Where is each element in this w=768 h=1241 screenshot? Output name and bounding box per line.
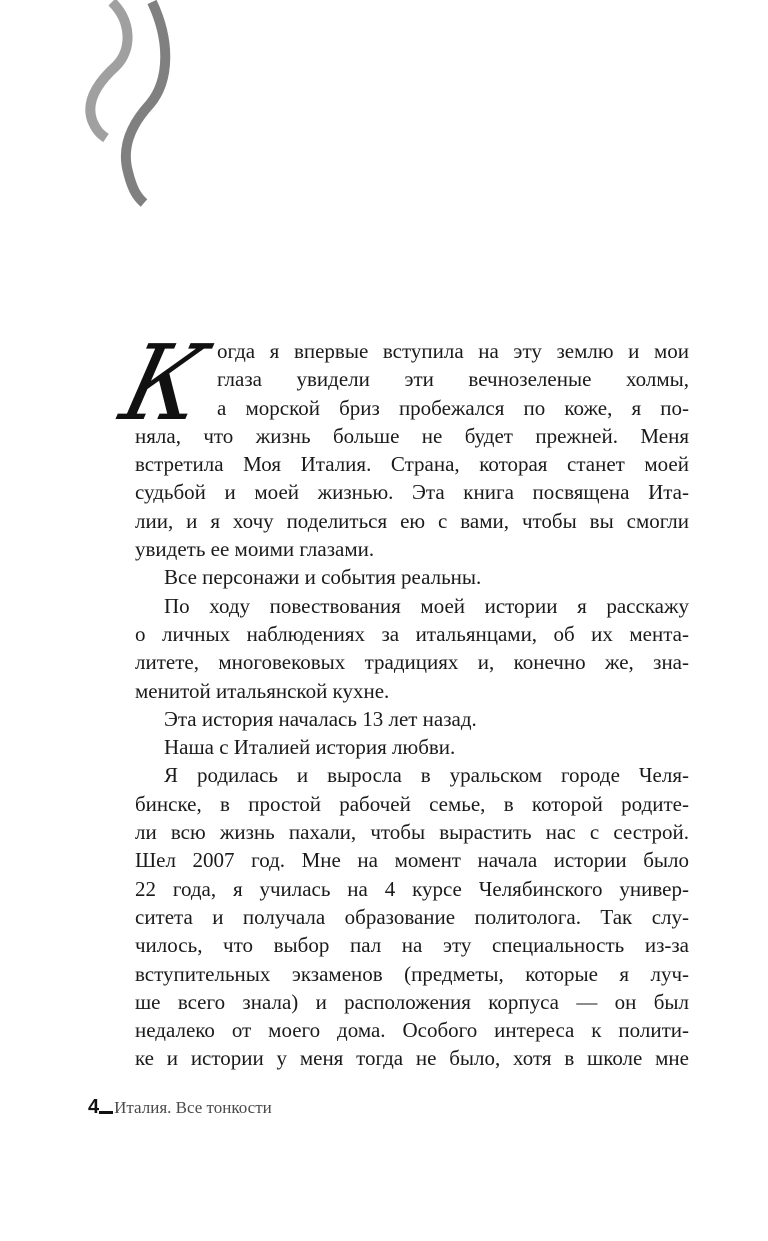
text-line: глаза увидели эти вечнозеленые холмы, xyxy=(217,367,689,392)
page-footer xyxy=(88,1096,272,1119)
decorative-wave-lines-icon xyxy=(70,0,180,215)
text-line: огда я впервые вступила на эту землю и мои xyxy=(217,339,689,363)
text-line: увидеть ее моими глазами. xyxy=(135,537,375,562)
body-text xyxy=(110,322,689,1073)
text-line: Наша с Италией история любви. xyxy=(164,735,456,760)
text-line: бинске, в простой рабочей семье, в которой родите- xyxy=(135,791,689,816)
text-line: литете, многовековых традициях и, конечно же, зна- xyxy=(135,650,689,675)
text-line: няла, что жизнь больше не будет прежней. Меня xyxy=(135,423,689,448)
text-line: судьбой и моей жизнью. Эта книга посвящена Ита- xyxy=(135,480,689,505)
text-line: Все персонажи и события реальны. xyxy=(164,565,482,590)
drop-cap-letter: К xyxy=(110,322,218,444)
text-line: 22 года, я училась на 4 курсе Челябинского универ- xyxy=(135,876,689,901)
text-line: Шел 2007 год. Мне на момент начала истории было xyxy=(135,848,689,873)
text-line: чилось, что выбор пал на эту специальность из-за xyxy=(135,933,689,958)
page-number: 4 xyxy=(88,1096,100,1118)
page-number-underscore xyxy=(99,1111,113,1114)
text-line: Я родилась и выросла в уральском городе Челя- xyxy=(164,763,689,788)
text-line: встретила Моя Италия. Страна, которая станет моей xyxy=(135,452,689,477)
text-line: По ходу повествования моей истории я расскажу xyxy=(164,593,689,618)
text-line: ситета и получала образование политолога. Так слу- xyxy=(135,904,689,929)
text-line: ли всю жизнь пахали, чтобы вырастить нас с сестрой. xyxy=(135,820,689,845)
text-line: ше всего знала) и расположения корпуса — он был xyxy=(135,989,689,1014)
text-line: менитой итальянской кухне. xyxy=(135,678,390,703)
text-line: вступительных экзаменов (предметы, которые я луч- xyxy=(135,961,689,986)
text-line: недалеко от моего дома. Особого интереса к полити- xyxy=(135,1018,689,1043)
text-line: лии, и я хочу поделиться ею с вами, чтобы вы смогли xyxy=(135,508,689,533)
running-title: Италия. Все тонкости xyxy=(114,1098,272,1117)
paragraph-lines xyxy=(135,337,689,1073)
text-line: ке и истории у меня тогда не было, хотя в школе мне xyxy=(135,1046,689,1071)
text-line: о личных наблюдениях за итальянцами, об их мента- xyxy=(135,621,689,646)
text-line: а морской бриз пробежался по коже, я по- xyxy=(217,395,689,420)
text-line: Эта история началась 13 лет назад. xyxy=(164,706,477,731)
